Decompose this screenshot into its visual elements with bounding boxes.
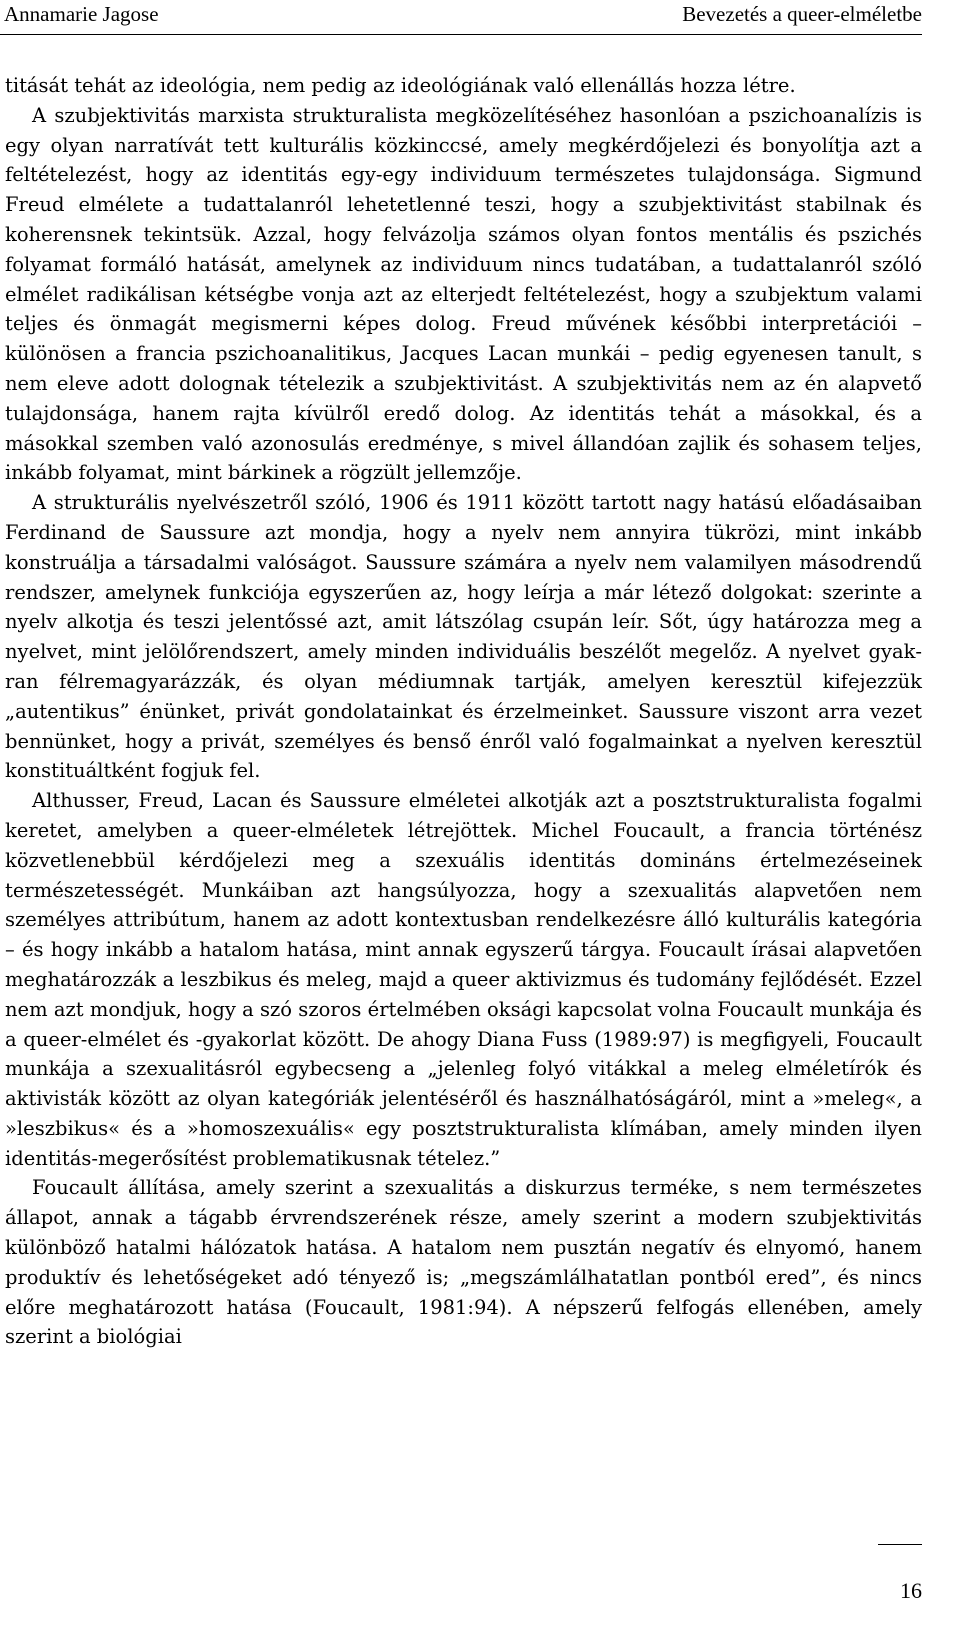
paragraph-continuation: titását tehát az ideológia, nem pedig az ideológiának való ellenállás hozza létre.	[5, 74, 796, 97]
running-header	[0, 0, 922, 35]
header-author: Annamarie Jagose	[4, 2, 159, 26]
paragraph-saussure: A strukturális nyelvészetről szóló, 1906 és 1911 között tartott nagy hatású előadásaiban Ferdinand de Saussure azt mondja, hogy a nyelv nem annyira tükrözi, mint inkább konstruálja a társadalmi valóságot. Saussure számára a nyelv nem valamilyen másodrendű rendszer, amelynek funkciója egyszerűen az, hogy leírja a már létező dolgokat: szerinte a nyelv alkotja és teszi jelentőssé azt, amit látszólag csupán leír. Sőt, úgy határozza meg a nyelvet, mint jelölőrendszert, amely minden individuális beszélőt megelőz. A nyelvet gyakran félremagyarázzák, és olyan médiumnak tartják, amelyen keresztül kifejezzük „autentikus” énünket, privát gondolatainkat és érzelmeinket. Saussure viszont arra vezet bennünket, hogy a privát, személyes és benső énről való fogalmainkat a nyelven keresztül konstituáltként fogjuk fel.	[5, 491, 922, 783]
paragraph-power: Foucault állítása, amely szerint a szexualitás a diskurzus terméke, s nem természetes állapot, annak a tágabb érvrendszerének része, amely szerint a modern szubjektivitás különböző hatalmi hálózatok hatása. A hatalom nem pusztán negatív és elnyomó, hanem produktív és lehetőségeket adó tényező is; „megszámlálhatatlan pontból ered”, és nincs előre meghatározott hatása (Foucault, 1981:94). A népszerű felfogás ellenében, amely szerint a biológiai	[5, 1176, 922, 1349]
page-number: 16	[900, 1578, 922, 1603]
footer-rule	[878, 1544, 922, 1545]
paragraph-psychoanalysis: A szubjektivitás marxista strukturalista megközelítéséhez hasonlóan a pszichoanalízis is egy olyan narratívát tett kulturális közkinccsé, amely megkérdőjelezi és bonyolítja azt a feltételezést, hogy az identitás egy-egy individuum természetes tulajdonsága. Sigmund Freud elmélete a tudattalanról lehetetlenné teszi, hogy a szubjektivitást stabilnak és koherensnek tekintsük. Azzal, hogy felvázolja számos olyan fontos mentális és pszichés folyamat formáló hatását, amelynek az individuum nincs tudatában, a tudattalanról szóló elmélet radikálisan kétségbe vonja azt az elterjedt feltételezést, hogy a szubjektum valami teljes és önmagát megismerni képes dolog. Freud művének későbbi interpretációi – különösen a francia pszichoanalitikus, Jacques Lacan munkái – pedig egyenesen tanult, s nem eleve adott dolognak tételezik a szubjektivitást. A szubjektivitás nem az én alapvető tulajdonsága, hanem rajta kívülről eredő dolog. Az identitás tehát a másokkal, és a másokkal szemben való azonosulás eredménye, s mivel állandóan zajlik és sohasem teljes, inkább folyamat, mint bárkinek a rögzült jellemzője.	[5, 103, 922, 485]
body-text	[5, 71, 922, 1352]
header-book-title: Bevezetés a queer-elméletbe	[682, 2, 922, 26]
paragraph-foucault: Althusser, Freud, Lacan és Saussure elméletei alkotják azt a posztstrukturalista fogalmi keretet, amelyben a queer-elméletek létrejöttek. Michel Foucault, a francia történész közvetlenebbül kérdőjelezi meg a szexuális identitás domináns értelmezéseinek természetességét. Munkáiban azt hangsúlyozza, hogy a szexualitás alapvetően nem személyes attribútum, hanem az adott kontextusban rendelkezésre álló kulturális kategória – és hogy inkább a hatalom hatása, mint annak egyszerű tárgya. Foucault írásai alapvetően meghatározzák a leszbikus és meleg, majd a queer aktivizmus és tudomány fejlődését. Ezzel nem azt mondjuk, hogy a szó szoros értelmében oksági kapcsolat volna Foucault munkája és a queer-elmélet és -gyakorlat között. De ahogy Diana Fuss (1989:97) is megfigyeli, Foucault munkája a szexualitásról egybecseng a „jelenleg folyó vitákkal a meleg elméletírók és aktivisták között az olyan kategóriák jelentéséről és használhatóságáról, mint a »meleg«, a »leszbikus« és a »homoszexuális« egy posztstrukturalista klímában, amely minden ilyen identitás-megerősítést problematikusnak tételez.”	[5, 789, 922, 1170]
